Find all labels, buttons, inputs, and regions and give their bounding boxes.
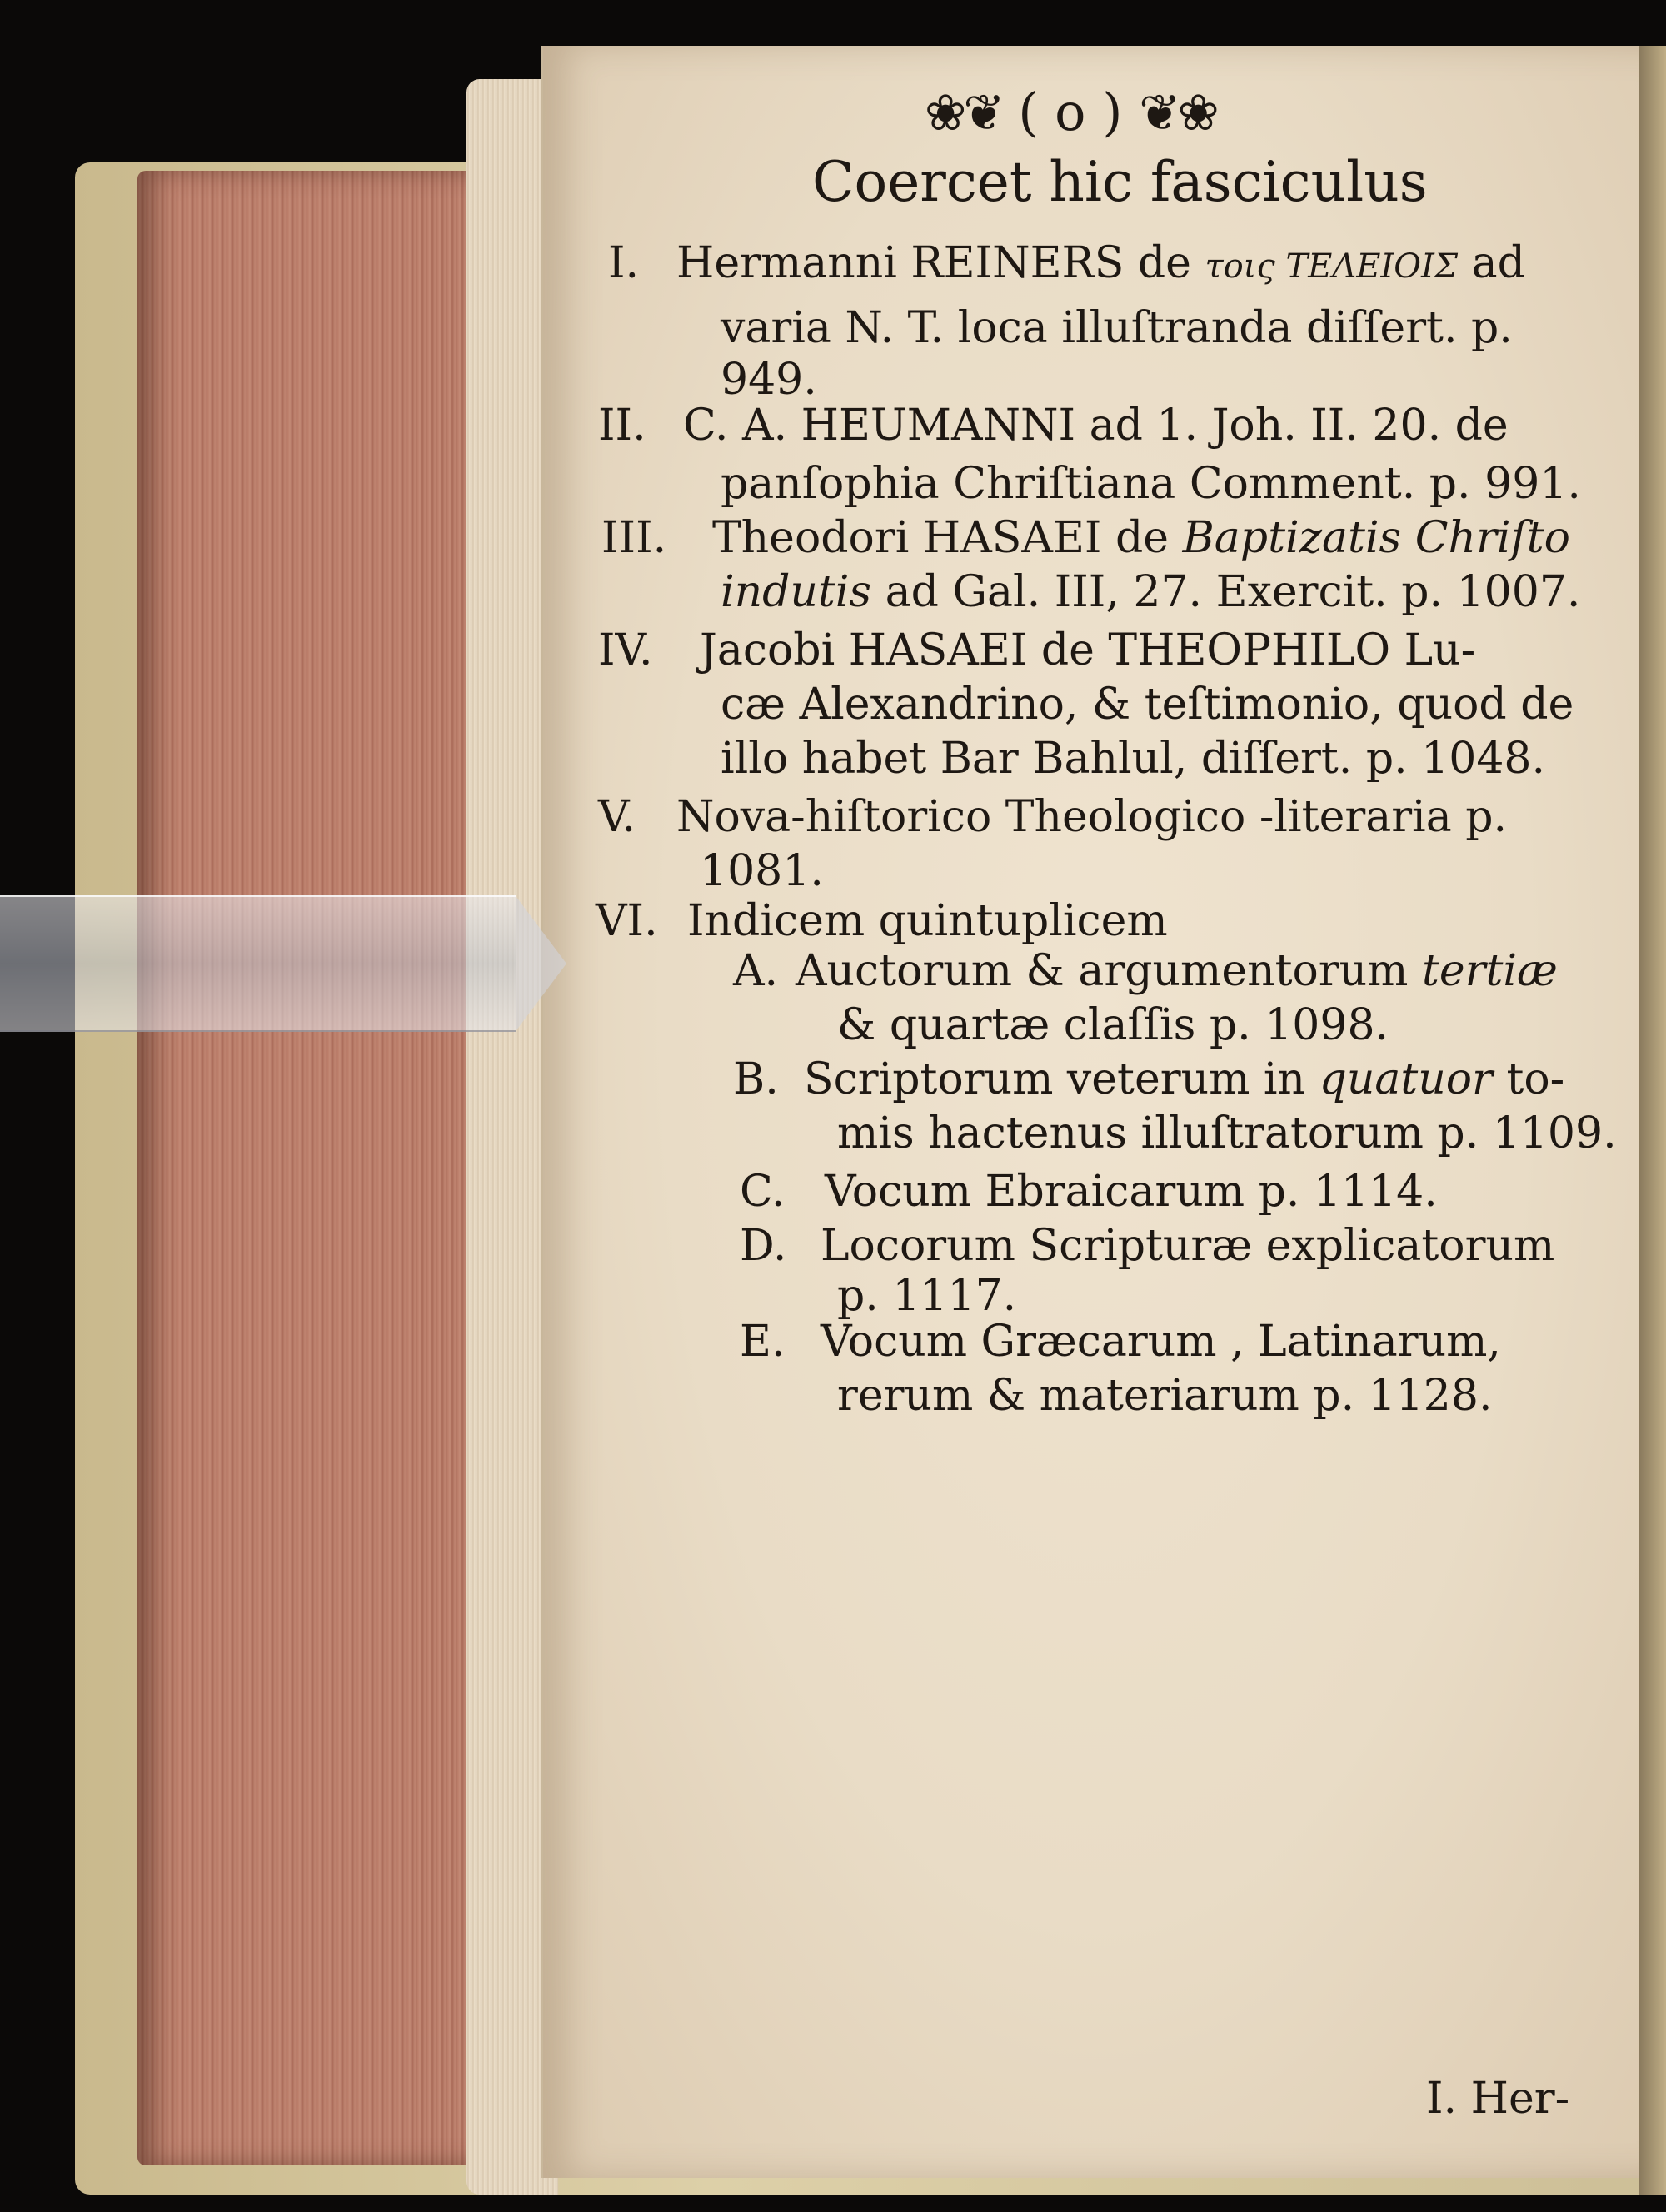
item-line: 1081.	[700, 846, 824, 896]
item-line: Theodori HASAEI de Baptizatis Chriſto	[712, 513, 1570, 563]
subitem-line: Vocum Ebraicarum p. 1114.	[825, 1167, 1438, 1217]
subitem-line: rerum & materiarum p. 1128.	[837, 1371, 1493, 1421]
page-header	[925, 82, 1324, 142]
subitem-line: Auctorum & argumentorum tertiæ	[796, 946, 1558, 996]
ornament-left-icon: ❀❦	[925, 84, 1002, 142]
item-number: II.	[598, 401, 646, 451]
subitem-line: mis hactenus illuſtratorum p. 1109.	[837, 1108, 1617, 1158]
subitem-line: & quartæ claſſis p. 1098.	[837, 1000, 1389, 1050]
item-line: Jacobi HASAEI de THEOPHILO Lu-	[700, 625, 1476, 675]
item-line: Nova-hiſtorico Theologico -literaria p.	[676, 792, 1508, 842]
right-binding	[1639, 46, 1666, 2195]
page-marker: ( o )	[1018, 82, 1123, 142]
item-line: panſophia Chriſtiana Comment. p. 991.	[721, 459, 1581, 509]
item-number: I.	[608, 238, 640, 288]
item-line: varia N. T. loca illuſtranda diſſert. p.	[721, 303, 1513, 353]
item-number: VI.	[596, 896, 658, 946]
item-line: 949.	[721, 355, 817, 405]
subitem-letter: A.	[733, 946, 779, 996]
item-line: Hermanni REINERS de τοις ΤΕΛΕΙΟΙΣ ad	[676, 238, 1525, 288]
catchword: I. Her-	[1426, 2074, 1570, 2124]
page-title: Coercet hic fasciculus	[812, 150, 1428, 214]
item-line: illo habet Bar Bahlul, diſſert. p. 1048.	[721, 734, 1546, 784]
item-line: cæ Alexandrino, & teſtimonio, quod de	[721, 680, 1574, 730]
subitem-letter: B.	[733, 1054, 779, 1104]
item-number: V.	[598, 792, 636, 842]
subitem-line: Vocum Græcarum , Latinarum,	[821, 1317, 1501, 1367]
subitem-letter: D.	[740, 1221, 787, 1271]
subitem-letter: E.	[740, 1317, 786, 1367]
ornament-right-icon: ❦❀	[1139, 84, 1216, 142]
item-line: indutis ad Gal. III, 27. Exercit. p. 1007.	[721, 567, 1581, 617]
subitem-line: p. 1117.	[837, 1271, 1017, 1321]
item-number: IV.	[598, 625, 653, 675]
bookmark-ribbon	[0, 895, 516, 1032]
item-line: C. A. HEUMANNI ad 1. Joh. II. 20. de	[683, 401, 1509, 451]
subitem-letter: C.	[740, 1167, 786, 1217]
item-number: III.	[601, 513, 667, 563]
subitem-line: Locorum Scripturæ explicatorum	[821, 1221, 1555, 1271]
item-line: Indicem quintuplicem	[687, 896, 1168, 946]
subitem-line: Scriptorum veterum in quatuor to-	[804, 1054, 1565, 1104]
